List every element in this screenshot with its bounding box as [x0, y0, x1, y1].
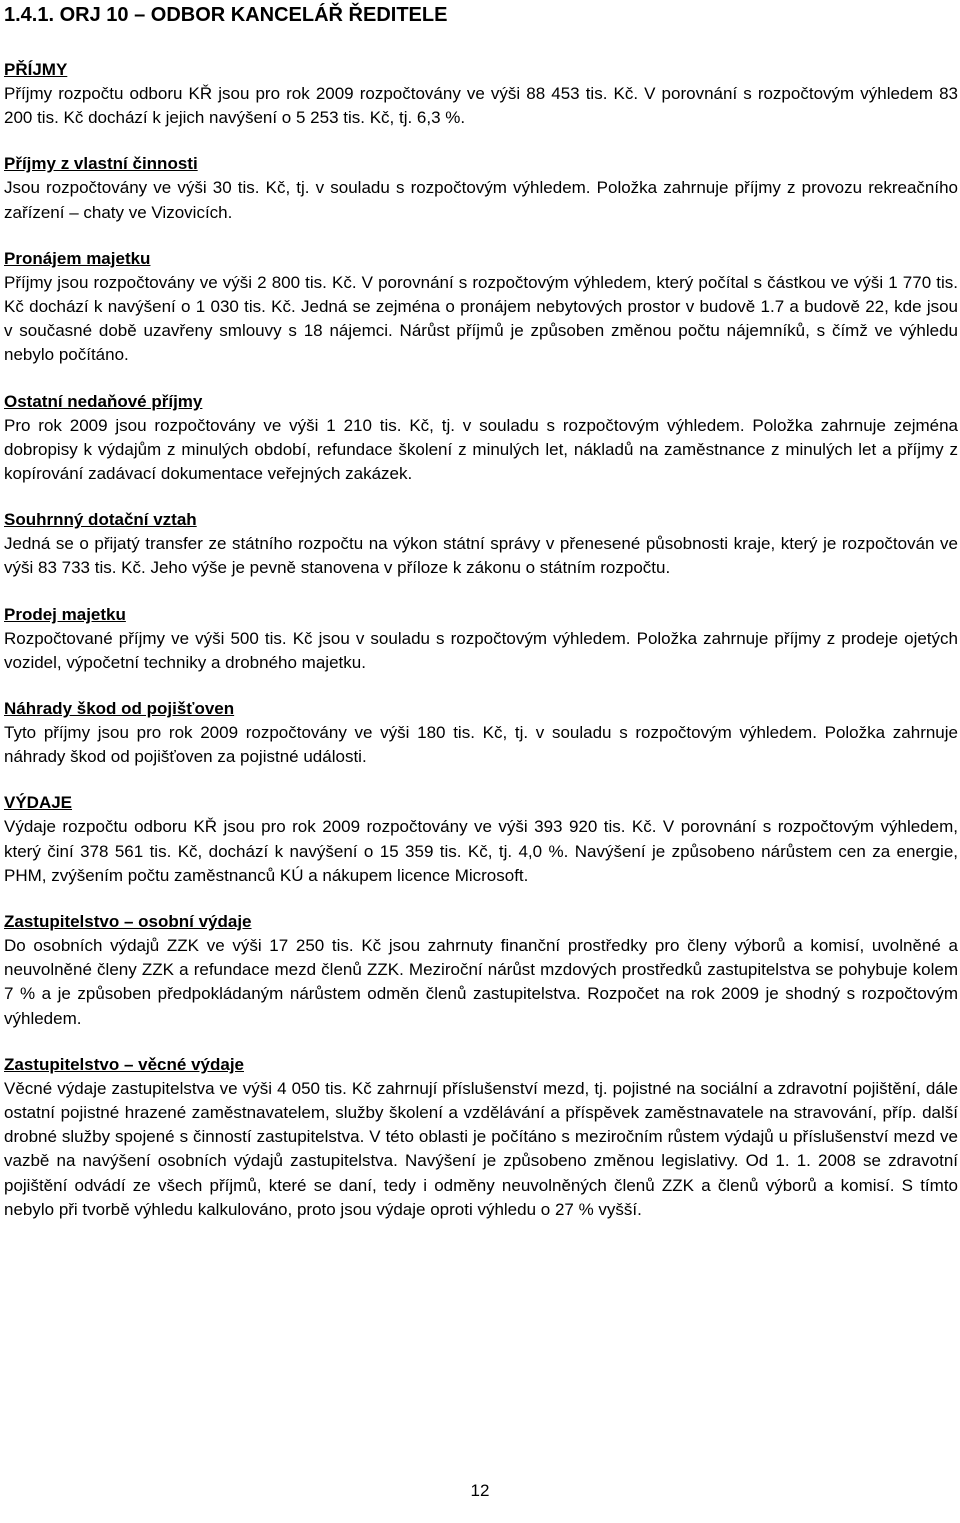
section-heading: Příjmy z vlastní činnosti — [4, 154, 198, 174]
section-text: Výdaje rozpočtu odboru KŘ jsou pro rok 2009 rozpočtovány ve výši 393 920 tis. Kč. V porovnání s rozpočtovým výhledem, který činí 378 561 tis. Kč, dochází k navýšení o 15 359 tis. Kč, tj. 4,0 %. Navýšení je způsobeno nárůstem cen za energie, PHM, zvýšením počtu zaměstnanců KÚ a nákupem licence Microsoft. — [4, 817, 958, 885]
page-number: 12 — [470, 1481, 490, 1500]
section-heading: Prodej majetku — [4, 604, 126, 624]
section-pronajem-majetku — [4, 247, 958, 368]
section-heading: PŘÍJMY — [4, 60, 68, 79]
document-title: 1.4.1. ORJ 10 – ODBOR KANCELÁŘ ŘEDITELE — [4, 4, 448, 26]
section-heading: Zastupitelstvo – věcné výdaje — [4, 1054, 244, 1074]
section-heading: Náhrady škod od pojišťoven — [4, 699, 235, 719]
section-prijmy — [4, 58, 958, 130]
section-text: Tyto příjmy jsou pro rok 2009 rozpočtovány ve výši 180 tis. Kč, tj. v souladu s rozpočtovým výhledem. Položka zahrnuje náhrady škod od pojišťoven za pojistné události. — [4, 723, 958, 767]
section-vydaje — [4, 791, 958, 888]
section-text: Pro rok 2009 jsou rozpočtovány ve výši 1 210 tis. Kč, tj. v souladu s rozpočtovým výhledem. Položka zahrnuje zejména dobropisy k výdajům z minulých období, refundace školení z minulých let, nákladů na zaměstnance z minulých let a příjmy z kopírování zadávací dokumentace veřejných zakázek. — [4, 415, 958, 484]
section-zastupitelstvo-osobni-vydaje — [4, 910, 958, 1031]
section-text: Rozpočtované příjmy ve výši 500 tis. Kč jsou v souladu s rozpočtovým výhledem. Položka zahrnuje příjmy z prodeje ojetých vozidel, výpočetní techniky a drobného majetku. — [4, 628, 958, 672]
section-text: Příjmy jsou rozpočtovány ve výši 2 800 tis. Kč. V porovnání s rozpočtovým výhledem, který počítal s částkou ve výši 1 770 tis. Kč dochází k navýšení o 1 030 tis. Kč. Jedná se zejména o pronájem nebytových prostor v budově 1.7 a budově 22, kde jsou v současné době uzavřeny smlouvy s 18 nájemci. Nárůst příjmů je způsoben změnou počtu nájemníků, s čímž ve výhledu nebylo počítáno. — [4, 272, 958, 365]
section-nahrady-skod — [4, 697, 958, 769]
section-heading: VÝDAJE — [4, 793, 73, 813]
section-text: Do osobních výdajů ZZK ve výši 17 250 tis. Kč jsou zahrnuty finanční prostředky pro členy výborů a komisí, uvolněné a neuvolněné členy ZZK a refundace mezd členů ZZK. Meziroční nárůst mzdových prostředků zastupitelstva se pohybuje kolem 7 % a je způsoben předpokládaným nárůstem odměn členů zastupitelstva. Rozpočet na rok 2009 je shodný s rozpočtovým výhledem. — [4, 936, 958, 1028]
section-ostatni-nedanove-prijmy — [4, 390, 958, 487]
section-prijmy-z-vlastni-cinnosti — [4, 152, 958, 224]
section-text: Příjmy rozpočtu odboru KŘ jsou pro rok 2009 rozpočtovány ve výši 88 453 tis. Kč. V porovnání s rozpočtovým výhledem 83 200 tis. Kč dochází k jejich navýšení o 5 253 tis. Kč, tj. 6,3 %. — [4, 84, 958, 128]
section-prodej-majetku — [4, 603, 958, 675]
section-text: Jedná se o přijatý transfer ze státního rozpočtu na výkon státní správy v přenesené působnosti kraje, který je rozpočtován ve výši 83 733 tis. Kč. Jeho výše je pevně stanovena v příloze k zákonu o státním rozpočtu. — [4, 534, 958, 578]
section-souhrnny-dotacni-vztah — [4, 508, 958, 580]
section-heading: Ostatní nedaňové příjmy — [4, 391, 203, 411]
section-heading: Pronájem majetku — [4, 248, 151, 268]
document-page — [4, 2, 958, 1244]
section-zastupitelstvo-vecne-vydaje — [4, 1053, 958, 1222]
section-text: Jsou rozpočtovány ve výši 30 tis. Kč, tj. v souladu s rozpočtovým výhledem. Položka zahrnuje příjmy z provozu rekreačního zařízení – chaty ve Vizovicích. — [4, 178, 958, 222]
section-heading: Zastupitelstvo – osobní výdaje — [4, 912, 252, 932]
section-heading: Souhrnný dotační vztah — [4, 510, 197, 530]
section-text: Věcné výdaje zastupitelstva ve výši 4 050 tis. Kč zahrnují příslušenství mezd, tj. pojistné na sociální a zdravotní pojištění, dále ostatní pojistné hrazené zaměstnavatelem, služby školení a vzdělávání a příspěvek zaměstnavatele na stravování, příp. další drobné služby spojené s činností zastupitelstva. V této oblasti je počítáno s meziročním růstem výdajů u příslušenství mezd ve vazbě na navýšení osobních výdajů zastupitelstva. Navýšení je způsobeno změnou legislativy. Od 1. 1. 2008 se zdravotní pojištění odvádí ze všech příjmů, které se daní, tedy i odměny neuvolněných členů ZZK a členů výborů a komisí. S tímto nebylo při tvorbě výhledu kalkulováno, proto jsou výdaje oproti výhledu o 27 % vyšší. — [4, 1078, 958, 1219]
